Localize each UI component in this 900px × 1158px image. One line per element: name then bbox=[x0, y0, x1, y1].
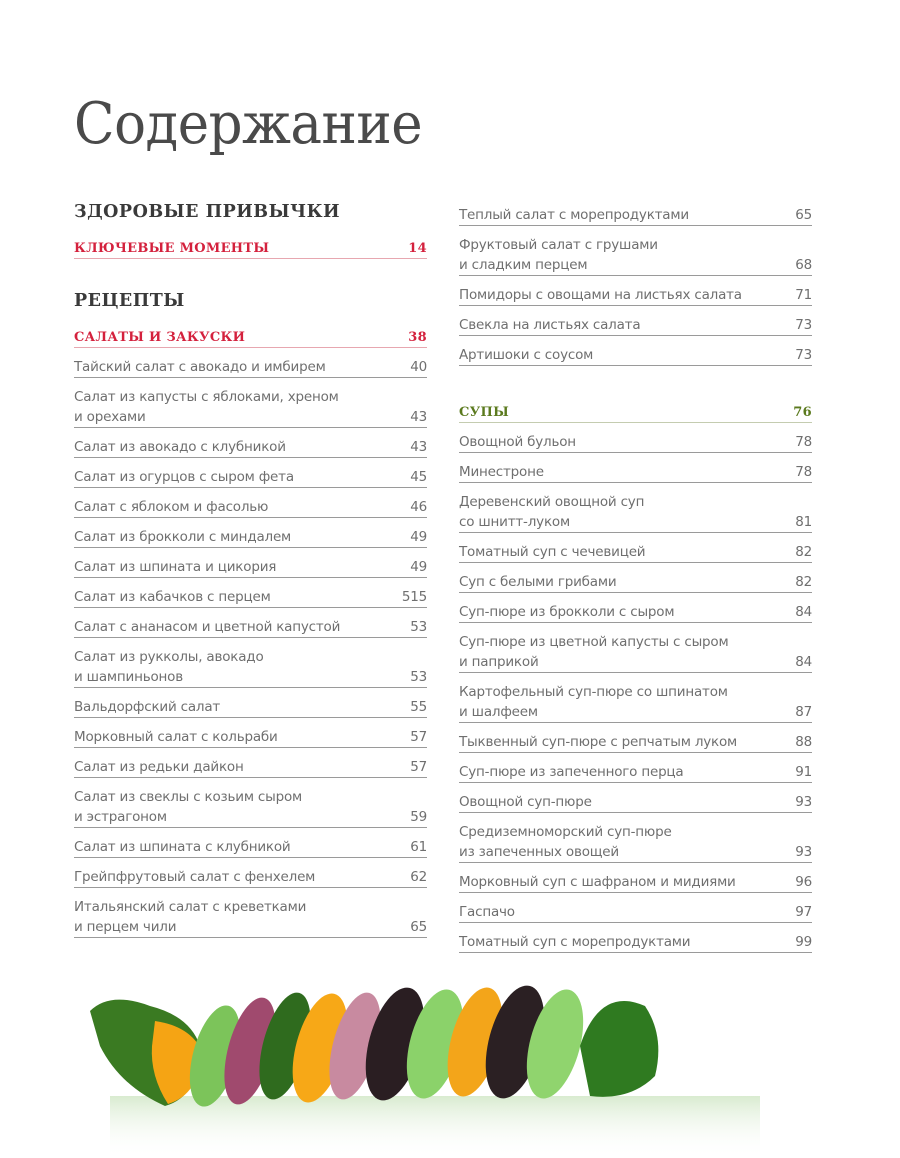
toc-entry[interactable] bbox=[459, 902, 812, 923]
toc-entry[interactable] bbox=[459, 542, 812, 563]
toc-entry[interactable] bbox=[74, 587, 427, 608]
entry-page: 87 bbox=[795, 704, 812, 720]
entry-title: Томатный суп с морепродуктами bbox=[459, 934, 691, 950]
entry-page: 53 bbox=[410, 669, 427, 685]
entry-title: Морковный суп с шафраном и мидиями bbox=[459, 874, 736, 890]
entry-title: Морковный салат с кольраби bbox=[74, 729, 278, 745]
entry-page: 55 bbox=[410, 699, 427, 715]
entry-page: 57 bbox=[410, 729, 427, 745]
entry-title: Помидоры с овощами на листьях салата bbox=[459, 287, 742, 303]
entry-page: 78 bbox=[795, 434, 812, 450]
entry-page: 53 bbox=[410, 619, 427, 635]
toc-entry[interactable] bbox=[459, 822, 812, 863]
entry-title: Суп-пюре из запеченного перца bbox=[459, 764, 684, 780]
entry-title: Фруктовый салат с грушами и сладким перцем bbox=[459, 237, 658, 273]
entry-page: 65 bbox=[795, 207, 812, 223]
entry-title: Овощной суп-пюре bbox=[459, 794, 592, 810]
toc-section-soups[interactable] bbox=[459, 403, 812, 423]
entry-title: Салат из кабачков с перцем bbox=[74, 589, 271, 605]
salad-entries-list bbox=[74, 357, 427, 938]
entry-page: 45 bbox=[410, 469, 427, 485]
entry-page: 99 bbox=[795, 934, 812, 950]
toc-entry[interactable] bbox=[74, 897, 427, 938]
toc-entry[interactable] bbox=[74, 837, 427, 858]
toc-entry[interactable] bbox=[459, 235, 812, 276]
entry-page: 88 bbox=[795, 734, 812, 750]
entry-page: 93 bbox=[795, 794, 812, 810]
toc-entry[interactable] bbox=[459, 572, 812, 593]
entry-page: 78 bbox=[795, 464, 812, 480]
entry-page: 515 bbox=[401, 589, 427, 605]
toc-entry[interactable] bbox=[459, 872, 812, 893]
entry-title: Тыквенный суп-пюре с репчатым луком bbox=[459, 734, 738, 750]
entry-title: Салат из свеклы с козьим сыром и эстрагоном bbox=[74, 789, 303, 825]
toc-entry[interactable] bbox=[74, 727, 427, 748]
entry-title: Средиземноморский суп-пюре из запеченных овощей bbox=[459, 824, 672, 860]
entry-page: 62 bbox=[410, 869, 427, 885]
entry-title: Деревенский овощной суп со шнитт-луком bbox=[459, 494, 645, 530]
entry-title: Салат из шпината и цикория bbox=[74, 559, 277, 575]
toc-entry[interactable] bbox=[74, 467, 427, 488]
toc-section-key-moments[interactable] bbox=[74, 239, 427, 259]
entry-page: 73 bbox=[795, 347, 812, 363]
entry-page: 91 bbox=[795, 764, 812, 780]
entry-title: Свекла на листьях салата bbox=[459, 317, 641, 333]
entry-title: Артишоки с соусом bbox=[459, 347, 594, 363]
toc-entry[interactable] bbox=[74, 357, 427, 378]
entry-page: 96 bbox=[795, 874, 812, 890]
section-page: 38 bbox=[408, 330, 427, 345]
entry-page: 57 bbox=[410, 759, 427, 775]
entry-page: 73 bbox=[795, 317, 812, 333]
toc-entry[interactable] bbox=[459, 285, 812, 306]
entry-title: Минестроне bbox=[459, 464, 544, 480]
entry-title: Салат с яблоком и фасолью bbox=[74, 499, 269, 515]
entry-title: Салат из капусты с яблоками, хреном и орехами bbox=[74, 389, 339, 425]
entry-title: Суп-пюре из брокколи с сыром bbox=[459, 604, 675, 620]
entry-page: 82 bbox=[795, 574, 812, 590]
entry-page: 84 bbox=[795, 604, 812, 620]
entry-title: Вальдорфский салат bbox=[74, 699, 221, 715]
entry-page: 49 bbox=[410, 529, 427, 545]
toc-entry[interactable] bbox=[459, 792, 812, 813]
toc-right-column bbox=[459, 196, 812, 953]
toc-entry[interactable] bbox=[74, 757, 427, 778]
toc-entry[interactable] bbox=[74, 867, 427, 888]
toc-entry[interactable] bbox=[74, 497, 427, 518]
part-heading-recipes: РЕЦЕПТЫ bbox=[74, 291, 185, 311]
entry-page: 59 bbox=[410, 809, 427, 825]
zucchini-end bbox=[90, 1000, 202, 1106]
entry-title: Грейпфрутовый салат с фенхелем bbox=[74, 869, 316, 885]
entry-title: Тайский салат с авокадо и имбирем bbox=[74, 359, 326, 375]
toc-entry[interactable] bbox=[459, 462, 812, 483]
toc-entry[interactable] bbox=[459, 205, 812, 226]
section-title: САЛАТЫ И ЗАКУСКИ bbox=[74, 330, 246, 345]
entry-title: Салат из шпината с клубникой bbox=[74, 839, 291, 855]
salad-entries-continued-list bbox=[459, 205, 812, 366]
section-page: 76 bbox=[793, 405, 812, 420]
section-page: 14 bbox=[408, 241, 427, 256]
toc-entry[interactable] bbox=[459, 762, 812, 783]
vegetable-slices-image bbox=[80, 966, 780, 1158]
toc-entry[interactable] bbox=[74, 557, 427, 578]
toc-entry[interactable] bbox=[74, 437, 427, 458]
toc-entry[interactable] bbox=[74, 617, 427, 638]
entry-page: 68 bbox=[795, 257, 812, 273]
entry-title: Картофельный суп-пюре со шпинатом и шалфеем bbox=[459, 684, 728, 720]
entry-title: Суп-пюре из цветной капусты с сыром и паприкой bbox=[459, 634, 729, 670]
entry-page: 46 bbox=[410, 499, 427, 515]
entry-page: 81 bbox=[795, 514, 812, 530]
entry-page: 97 bbox=[795, 904, 812, 920]
entry-title: Салат из брокколи с миндалем bbox=[74, 529, 292, 545]
toc-section-salads[interactable] bbox=[74, 328, 427, 348]
entry-page: 43 bbox=[410, 439, 427, 455]
toc-left-column bbox=[74, 200, 427, 938]
section-title: КЛЮЧЕВЫЕ МОМЕНТЫ bbox=[74, 241, 270, 256]
toc-entry[interactable] bbox=[459, 682, 812, 723]
entry-title: Суп с белыми грибами bbox=[459, 574, 617, 590]
toc-entry[interactable] bbox=[74, 527, 427, 548]
entry-title: Салат из огурцов с сыром фета bbox=[74, 469, 294, 485]
entry-title: Теплый салат с морепродуктами bbox=[459, 207, 689, 223]
toc-entry[interactable] bbox=[74, 647, 427, 688]
entry-page: 82 bbox=[795, 544, 812, 560]
toc-entry[interactable] bbox=[459, 732, 812, 753]
entry-page: 65 bbox=[410, 919, 427, 935]
zucchini-half bbox=[580, 1001, 658, 1097]
entry-page: 93 bbox=[795, 844, 812, 860]
entry-title: Томатный суп с чечевицей bbox=[459, 544, 646, 560]
toc-entry[interactable] bbox=[459, 345, 812, 366]
entry-title: Салат из авокадо с клубникой bbox=[74, 439, 286, 455]
entry-title: Гаспачо bbox=[459, 904, 515, 920]
entry-page: 43 bbox=[410, 409, 427, 425]
toc-entry[interactable] bbox=[74, 697, 427, 718]
entry-title: Салат из рукколы, авокадо и шампиньонов bbox=[74, 649, 264, 685]
entry-title: Салат с ананасом и цветной капустой bbox=[74, 619, 341, 635]
entry-title: Овощной бульон bbox=[459, 434, 576, 450]
toc-entry[interactable] bbox=[74, 387, 427, 428]
entry-page: 71 bbox=[795, 287, 812, 303]
part-heading-healthy-habits: ЗДОРОВЫЕ ПРИВЫЧКИ bbox=[74, 202, 341, 222]
toc-entry[interactable] bbox=[74, 787, 427, 828]
page-title: Содержание bbox=[74, 91, 423, 157]
toc-entry[interactable] bbox=[459, 632, 812, 673]
toc-entry[interactable] bbox=[459, 432, 812, 453]
section-title: СУПЫ bbox=[459, 405, 509, 420]
soup-entries-list bbox=[459, 432, 812, 953]
entry-page: 84 bbox=[795, 654, 812, 670]
toc-entry[interactable] bbox=[459, 315, 812, 336]
entry-page: 49 bbox=[410, 559, 427, 575]
toc-entry[interactable] bbox=[459, 602, 812, 623]
entry-title: Салат из редьки дайкон bbox=[74, 759, 244, 775]
entry-title: Итальянский салат с креветками и перцем чили bbox=[74, 899, 307, 935]
toc-entry[interactable] bbox=[459, 932, 812, 953]
entry-page: 40 bbox=[410, 359, 427, 375]
toc-entry[interactable] bbox=[459, 492, 812, 533]
entry-page: 61 bbox=[410, 839, 427, 855]
